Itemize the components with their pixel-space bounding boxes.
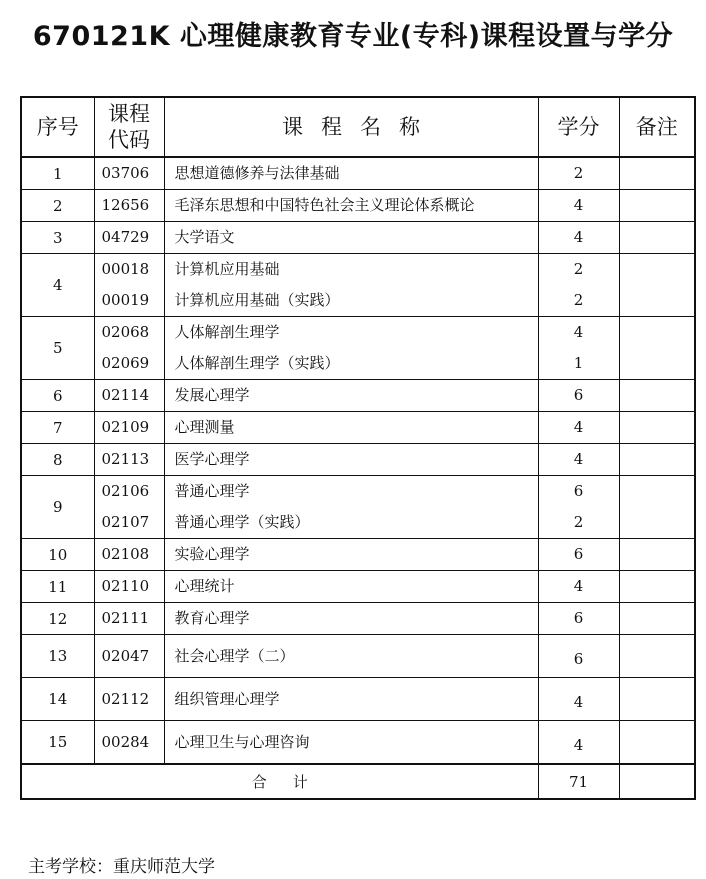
- course-credit: 2: [573, 513, 584, 531]
- row-code: [94, 157, 164, 190]
- row-code: [94, 571, 164, 603]
- table-row: [21, 190, 695, 222]
- row-name: [164, 721, 538, 765]
- table-row: [21, 635, 695, 678]
- row-name: [164, 603, 538, 635]
- course-credit: 4: [573, 323, 584, 341]
- course-credit: 4: [573, 418, 584, 436]
- course-name: 医学心理学: [174, 450, 250, 468]
- course-credit: 6: [573, 649, 584, 668]
- course-name: 组织管理心理学: [174, 689, 280, 708]
- row-seq: 13: [21, 635, 94, 678]
- row-seq: 3: [21, 222, 94, 254]
- course-credit: 6: [573, 545, 584, 563]
- row-code: [94, 539, 164, 571]
- row-code: [94, 721, 164, 765]
- row-seq: 6: [21, 380, 94, 412]
- row-code: [94, 635, 164, 678]
- row-credit: [538, 603, 619, 635]
- course-credit: 2: [573, 291, 584, 309]
- course-table: [20, 96, 696, 800]
- row-credit: [538, 476, 619, 539]
- row-code: [94, 254, 164, 317]
- exam-school: 主考学校：重庆师范大学: [28, 857, 215, 877]
- row-credit: [538, 190, 619, 222]
- table-row: [21, 571, 695, 603]
- row-credit: [538, 254, 619, 317]
- row-code: [94, 380, 164, 412]
- course-name: 计算机应用基础（实践）: [174, 291, 340, 309]
- course-name: 普通心理学（实践）: [174, 513, 310, 531]
- row-name: [164, 678, 538, 721]
- table-row: [21, 678, 695, 721]
- row-note: [619, 157, 695, 190]
- row-credit: [538, 380, 619, 412]
- table-row: [21, 721, 695, 765]
- total-label: 合计: [21, 764, 538, 799]
- course-credit: 4: [573, 692, 584, 711]
- course-code: 02106: [101, 482, 150, 500]
- table-row: [21, 476, 695, 539]
- row-code: [94, 222, 164, 254]
- header-code: [94, 97, 164, 157]
- row-code: [94, 317, 164, 380]
- course-code: 02108: [101, 545, 150, 563]
- header-code-line2: 代码: [108, 128, 150, 152]
- course-name: 普通心理学: [174, 482, 250, 500]
- course-code: 02111: [101, 609, 150, 627]
- table-row: [21, 254, 695, 317]
- course-name: 心理卫生与心理咨询: [174, 732, 310, 751]
- total-note: [619, 764, 695, 799]
- course-credit: 4: [573, 196, 584, 214]
- row-credit: [538, 317, 619, 380]
- header-seq: 序号: [21, 97, 94, 157]
- row-note: [619, 317, 695, 380]
- course-credit: 6: [573, 482, 584, 500]
- row-seq: 8: [21, 444, 94, 476]
- row-code: [94, 678, 164, 721]
- course-name: 教育心理学: [174, 609, 250, 627]
- row-seq: 9: [21, 476, 94, 539]
- total-row: [21, 764, 695, 799]
- row-seq: 10: [21, 539, 94, 571]
- total-credit: 71: [538, 764, 619, 799]
- row-name: [164, 635, 538, 678]
- row-credit: [538, 571, 619, 603]
- table-row: [21, 539, 695, 571]
- row-seq: 14: [21, 678, 94, 721]
- course-credit: 6: [573, 386, 584, 404]
- course-credit: 1: [573, 354, 584, 372]
- row-name: [164, 539, 538, 571]
- row-code: [94, 476, 164, 539]
- row-note: [619, 380, 695, 412]
- row-name: [164, 444, 538, 476]
- course-code: 02114: [101, 386, 150, 404]
- row-name: [164, 190, 538, 222]
- row-name: [164, 157, 538, 190]
- course-code: 02107: [101, 513, 150, 531]
- course-code: 00018: [101, 260, 150, 278]
- row-note: [619, 635, 695, 678]
- row-name: [164, 222, 538, 254]
- row-note: [619, 476, 695, 539]
- row-seq: 11: [21, 571, 94, 603]
- row-credit: [538, 157, 619, 190]
- row-note: [619, 721, 695, 765]
- course-code: 02109: [101, 418, 150, 436]
- table-body: [21, 157, 695, 764]
- table-row: [21, 603, 695, 635]
- row-credit: [538, 635, 619, 678]
- course-code: 02047: [101, 646, 150, 665]
- header-code-line1: 课程: [108, 101, 150, 126]
- table-header-row: [21, 97, 695, 157]
- row-name: [164, 476, 538, 539]
- row-seq: 15: [21, 721, 94, 765]
- course-name: 心理测量: [174, 418, 235, 436]
- course-code: 04729: [101, 228, 150, 246]
- course-name: 社会心理学（二）: [174, 646, 295, 665]
- course-name: 人体解剖生理学: [174, 323, 280, 341]
- row-credit: [538, 721, 619, 765]
- table-row: [21, 157, 695, 190]
- row-name: [164, 380, 538, 412]
- course-code: 00019: [101, 291, 150, 309]
- row-credit: [538, 412, 619, 444]
- row-note: [619, 254, 695, 317]
- row-seq: 12: [21, 603, 94, 635]
- row-name: [164, 254, 538, 317]
- row-note: [619, 603, 695, 635]
- row-credit: [538, 444, 619, 476]
- row-code: [94, 412, 164, 444]
- row-code: [94, 190, 164, 222]
- row-credit: [538, 539, 619, 571]
- header-credit: 学分: [538, 97, 619, 157]
- table-row: [21, 444, 695, 476]
- row-code: [94, 444, 164, 476]
- course-credit: 2: [573, 164, 584, 182]
- row-seq: 7: [21, 412, 94, 444]
- course-name: 思想道德修养与法律基础: [174, 164, 340, 182]
- row-note: [619, 412, 695, 444]
- row-note: [619, 222, 695, 254]
- course-name: 毛泽东思想和中国特色社会主义理论体系概论: [174, 196, 475, 214]
- course-code: 02110: [101, 577, 150, 595]
- course-code: 02069: [101, 354, 150, 372]
- course-code: 12656: [101, 196, 150, 214]
- course-credit: 4: [573, 577, 584, 595]
- table-row: [21, 222, 695, 254]
- course-code: 02112: [101, 689, 150, 708]
- row-name: [164, 412, 538, 444]
- table-row: [21, 317, 695, 380]
- course-credit: 4: [573, 228, 584, 246]
- row-name: [164, 571, 538, 603]
- row-note: [619, 539, 695, 571]
- row-name: [164, 317, 538, 380]
- row-note: [619, 678, 695, 721]
- course-credit: 6: [573, 609, 584, 627]
- course-credit: 2: [573, 260, 584, 278]
- course-name: 人体解剖生理学（实践）: [174, 354, 340, 372]
- row-note: [619, 190, 695, 222]
- course-name: 发展心理学: [174, 386, 250, 404]
- row-seq: 1: [21, 157, 94, 190]
- header-note: 备注: [619, 97, 695, 157]
- page-title: 670121K 心理健康教育专业(专科)课程设置与学分: [32, 21, 674, 52]
- row-credit: [538, 678, 619, 721]
- row-seq: 2: [21, 190, 94, 222]
- course-credit: 4: [573, 450, 584, 468]
- row-seq: 5: [21, 317, 94, 380]
- course-code: 02068: [101, 323, 150, 341]
- course-credit: 4: [573, 735, 584, 754]
- course-name: 计算机应用基础: [174, 260, 280, 278]
- row-code: [94, 603, 164, 635]
- course-code: 00284: [101, 732, 150, 751]
- table-row: [21, 380, 695, 412]
- course-code: 03706: [101, 164, 150, 182]
- row-note: [619, 444, 695, 476]
- course-name: 实验心理学: [174, 545, 250, 563]
- table-row: [21, 412, 695, 444]
- row-credit: [538, 222, 619, 254]
- header-name: 课程名称: [164, 97, 538, 157]
- course-code: 02113: [101, 450, 150, 468]
- row-seq: 4: [21, 254, 94, 317]
- course-name: 大学语文: [174, 228, 235, 246]
- row-note: [619, 571, 695, 603]
- course-name: 心理统计: [174, 577, 235, 595]
